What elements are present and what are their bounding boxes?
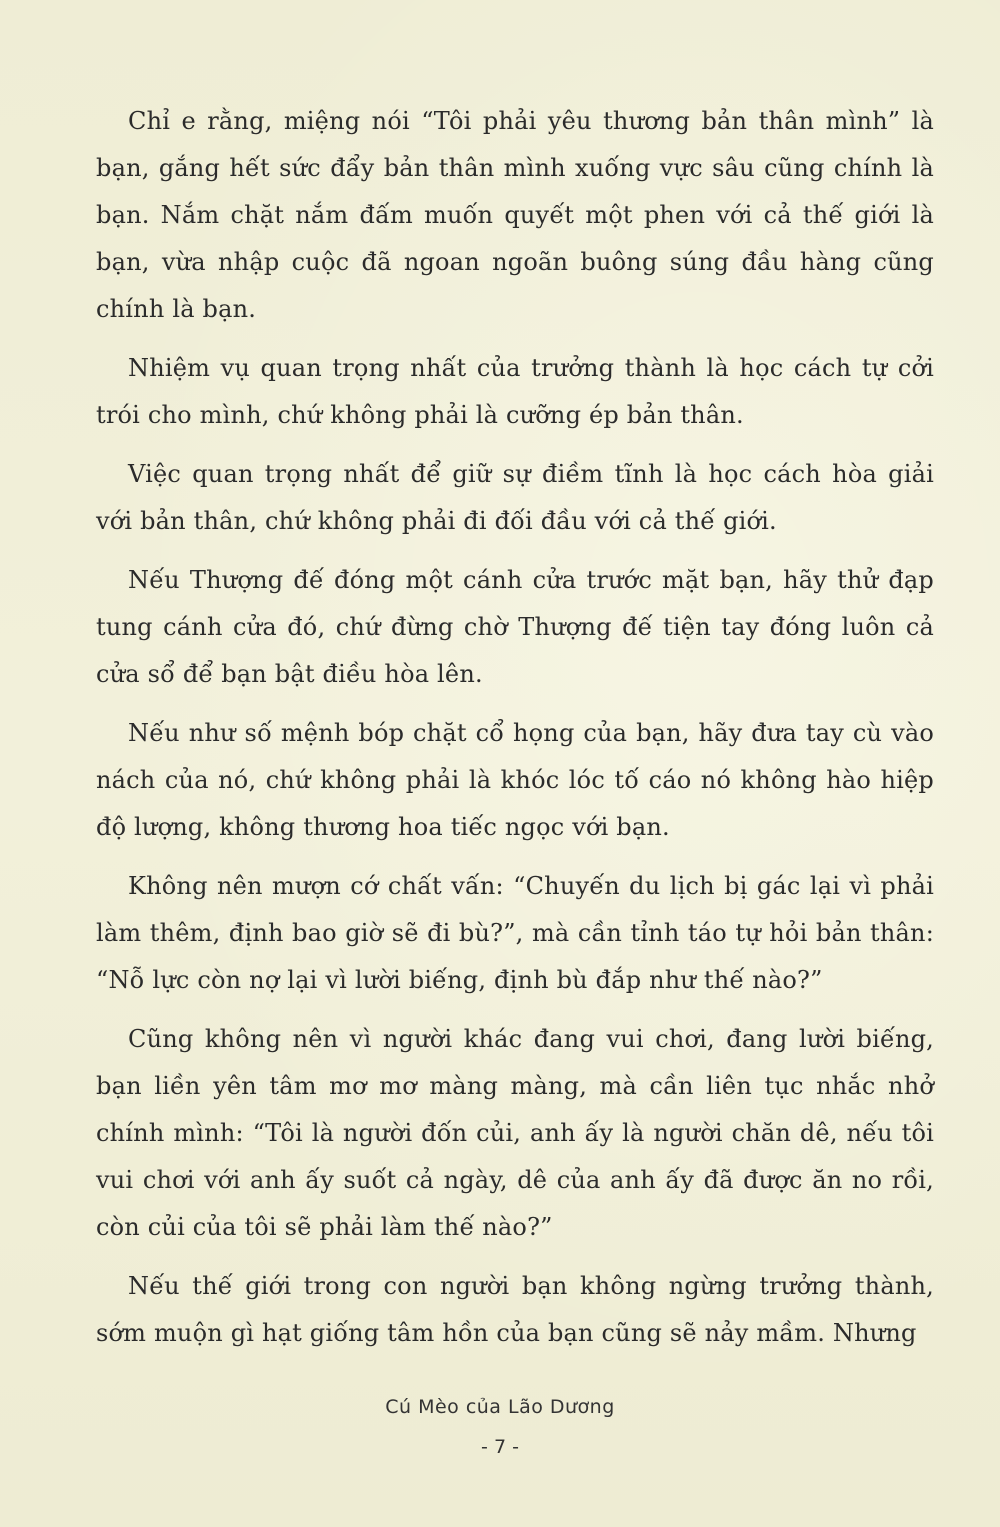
page-number: - 7 - [481,1436,519,1458]
paragraph-2: Nhiệm vụ quan trọng nhất của trưởng thành là học cách tự cởi trói cho mình, chứ không phải là cưỡng ép bản thân. [96,354,934,429]
paragraph-8: Nếu thế giới trong con người bạn không ngừng trưởng thành, sớm muộn gì hạt giống tâm hồn của bạn cũng sẽ nảy mầm. Nhưng [96,1272,934,1347]
page-body [96,98,934,1357]
paragraph-3: Việc quan trọng nhất để giữ sự điềm tĩnh là học cách hòa giải với bản thân, chứ không phải đi đối đầu với cả thế giới. [96,460,934,535]
footer-book-title: Cú Mèo của Lão Dương [385,1396,615,1418]
paragraph-5: Nếu như số mệnh bóp chặt cổ họng của bạn, hãy đưa tay cù vào nách của nó, chứ không phải là khóc lóc tố cáo nó không hào hiệp độ lượng, không thương hoa tiếc ngọc với bạn. [96,719,934,841]
paragraph-1: Chỉ e rằng, miệng nói “Tôi phải yêu thương bản thân mình” là bạn, gắng hết sức đẩy bản thân mình xuống vực sâu cũng chính là bạn. Nắm chặt nắm đấm muốn quyết một phen với cả thế giới là bạn, vừa nhập cuộc đã ngoan ngoãn buông súng đầu hàng cũng chính là bạn. [96,107,934,323]
paragraph-7: Cũng không nên vì người khác đang vui chơi, đang lười biếng, bạn liền yên tâm mơ mơ màng màng, mà cần liên tục nhắc nhở chính mình: “Tôi là người đốn củi, anh ấy là người chăn dê, nếu tôi vui chơi với anh ấy suốt cả ngày, dê của anh ấy đã được ăn no rồi, còn củi của tôi sẽ phải làm thế nào?” [96,1025,934,1241]
paragraph-6: Không nên mượn cớ chất vấn: “Chuyến du lịch bị gác lại vì phải làm thêm, định bao giờ sẽ đi bù?”, mà cần tỉnh táo tự hỏi bản thân: “Nỗ lực còn nợ lại vì lười biếng, định bù đắp như thế nào?” [96,872,934,994]
paragraph-4: Nếu Thượng đế đóng một cánh cửa trước mặt bạn, hãy thử đạp tung cánh cửa đó, chứ đừng chờ Thượng đế tiện tay đóng luôn cả cửa sổ để bạn bật điều hòa lên. [96,566,934,688]
